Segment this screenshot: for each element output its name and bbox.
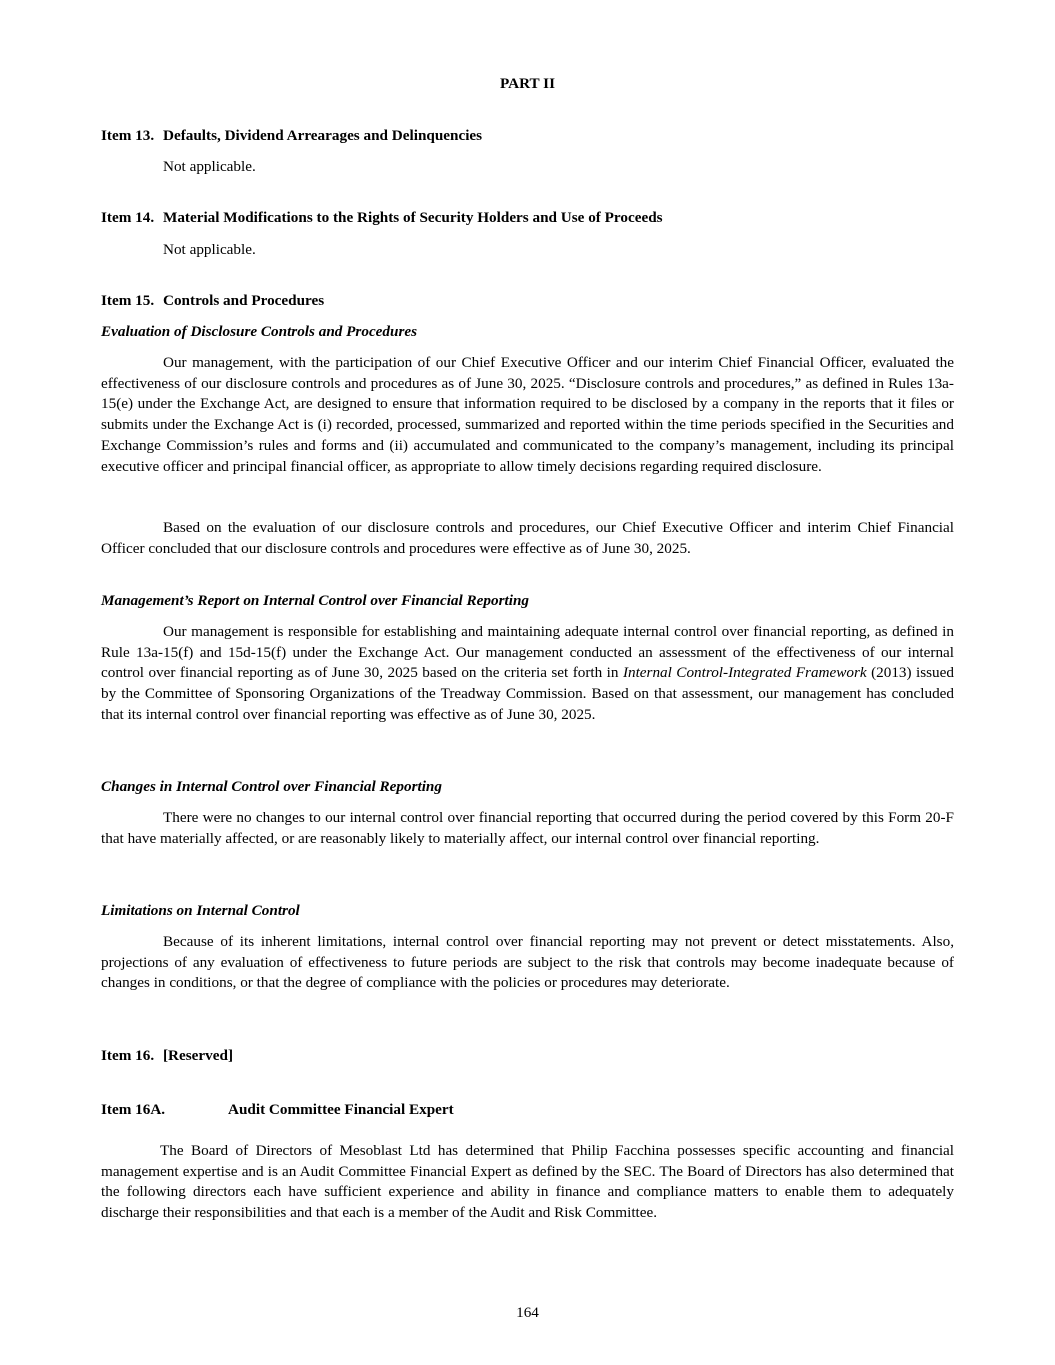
limitations-paragraph: Because of its inherent limitations, internal control over financial reporting may not prevent or detect misstatements. Also, projections of any evaluation of effectiveness to future periods are subject to the risk that controls may become inadequate because of changes in conditions, or that the degree of compliance with the policies or procedures may deteriorate. (101, 933, 954, 992)
evaluation-paragraph-2: Based on the evaluation of our disclosure controls and procedures, our Chief Executive Officer and interim Chief Financial Officer concluded that our disclosure controls and procedures were effective as of June 30, 2025. (101, 519, 954, 557)
management-report-text-a: Our management is responsible for establishing and maintaining adequate internal control over financial reporting, as defined in Rule 13a-15(f) and 15d-15(f) under the Exchange Act. Our management conducted an assessment of the effectiveness of our internal control over financial reporting as of June 30, 2025 based on the criteria set forth in (101, 623, 954, 682)
item-13-title: Defaults, Dividend Arrearages and Delinquencies (163, 127, 483, 144)
management-report-paragraph (101, 622, 954, 726)
part-title: PART II (499, 75, 556, 92)
evaluation-heading: Evaluation of Disclosure Controls and Procedures (101, 323, 418, 340)
framework-title: Internal Control-Integrated Framework (622, 664, 867, 682)
evaluation-paragraph-1: Our management, with the participation of our Chief Executive Officer and our interim Chief Financial Officer, evaluated the effectiveness of our disclosure controls and procedures as of June 30, 2025. “Disclosure controls and procedures,” as defined in Rules 13a-15(e) under the Exchange Act, are designed to ensure that information required to be disclosed by a company in the reports that it files or submits under the Exchange Act is (i) recorded, processed, summarized and reported within the time periods specified in the Securities and Exchange Commission’s rules and forms and (ii) accumulated and communicated to the company’s management, including its principal executive officer and principal financial officer, as appropriate to allow timely decisions regarding required disclosure. (101, 354, 954, 475)
page-number: 164 (516, 1304, 539, 1321)
item-16-number: Item 16. (101, 1047, 155, 1064)
item-16a-heading (101, 1100, 454, 1121)
limitations-heading: Limitations on Internal Control (101, 902, 300, 919)
item-15-title: Controls and Procedures (163, 292, 325, 309)
item-16a-number: Item 16A. (101, 1101, 166, 1118)
item-14-number: Item 14. (101, 209, 155, 226)
item-13-number: Item 13. (101, 127, 155, 144)
item-15-number: Item 15. (101, 292, 155, 309)
changes-heading: Changes in Internal Control over Financial Reporting (101, 778, 442, 795)
item-16a-paragraph: The Board of Directors of Mesoblast Ltd has determined that Philip Facchina possesses specific accounting and financial management expertise and is an Audit Committee Financial Expert as defined by the SEC. The Board of Directors has also determined that the following directors each have sufficient experience and ability in finance and compliance matters to enable them to adequately discharge their responsibilities and that each is a member of the Audit and Risk Committee. (101, 1142, 954, 1222)
item-16a-title: Audit Committee Financial Expert (228, 1101, 454, 1118)
item-13-heading (101, 126, 482, 147)
item-15-heading (101, 291, 324, 312)
item-14-body: Not applicable. (163, 241, 256, 258)
item-14-title: Material Modifications to the Rights of Security Holders and Use of Proceeds (163, 209, 663, 226)
item-13-body: Not applicable. (163, 158, 256, 175)
item-16-heading (101, 1046, 233, 1067)
management-report-heading: Management’s Report on Internal Control over Financial Reporting (101, 592, 529, 609)
item-16-title: [Reserved] (163, 1047, 233, 1064)
item-14-heading (101, 208, 663, 229)
management-report-text-b: (2013) issued by the Committee of Sponsoring Organizations of the Treadway Commission. Based on that assessment, our management has concluded that its internal control over financial reporting was effective as of June 30, 2025. (101, 664, 954, 723)
changes-paragraph: There were no changes to our internal control over financial reporting that occurred during the period covered by this Form 20-F that have materially affected, or are reasonably likely to materially affect, our internal control over financial reporting. (101, 809, 954, 847)
